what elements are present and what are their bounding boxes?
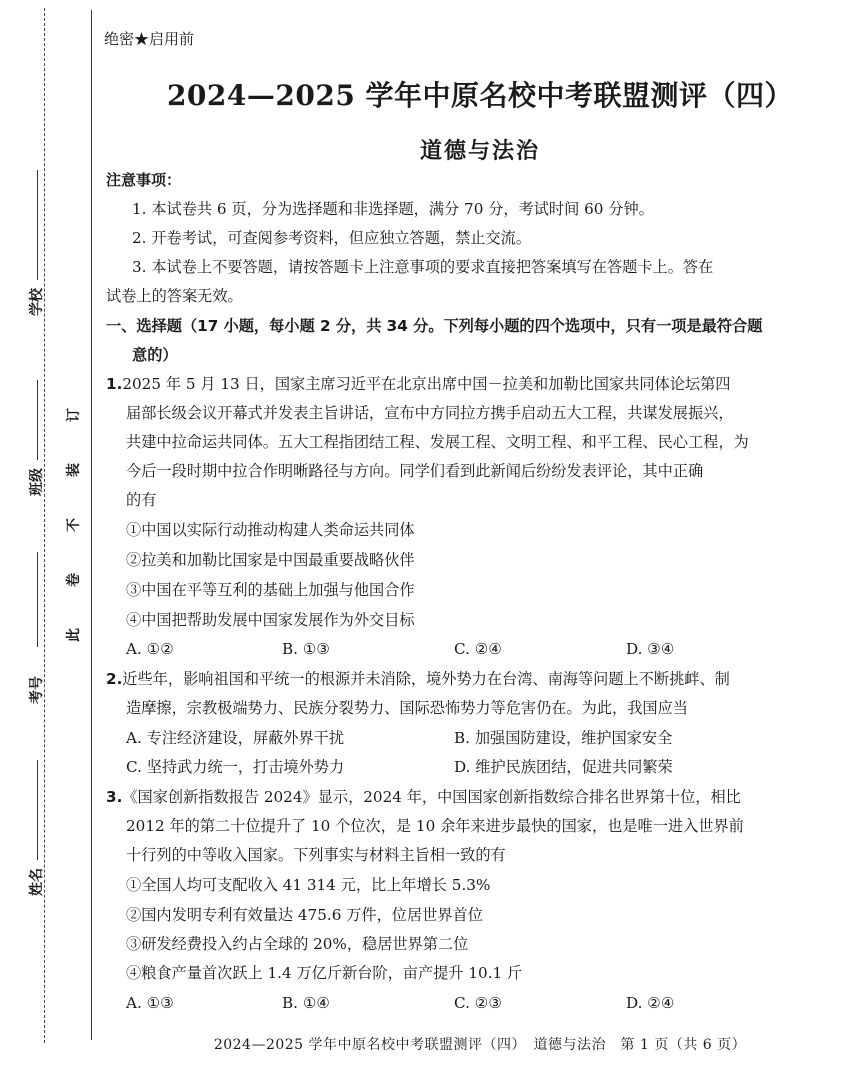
class-blank	[37, 380, 38, 460]
question-3-item: ②国内发明专利有效量达 475.6 万件，位居世界首位	[126, 906, 483, 924]
question-2-option-d[interactable]: D. 维护民族团结，促进共同繁荣	[454, 758, 673, 776]
binding-notice-char: 此	[66, 628, 82, 642]
question-2-line: 2.近些年，影响祖国和平统一的根源并未消除，境外势力在台湾、南海等问题上不断挑衅、制	[106, 670, 730, 688]
class-label: 班级	[29, 468, 45, 496]
exam-title: 2024—2025 学年中原名校中考联盟测评（四）	[166, 79, 794, 112]
section-heading: 一、选择题（17 小题，每小题 2 分，共 34 分。下列每小题的四个选项中，只有一项是最符合题	[106, 317, 763, 335]
question-2-option-a[interactable]: A. 专注经济建设，屏蔽外界干扰	[126, 729, 345, 747]
question-3-option-c[interactable]: C. ②③	[454, 994, 502, 1012]
question-3-item: ①全国人均可支配收入 41 314 元，比上年增长 5.3%	[126, 876, 491, 894]
secret-mark: 绝密★启用前	[104, 30, 195, 48]
exam-no-blank	[37, 552, 38, 647]
question-1-item: ③中国在平等互利的基础上加强与他国合作	[126, 581, 415, 599]
binding-line	[91, 10, 92, 1040]
question-2-option-b[interactable]: B. 加强国防建设，维护国家安全	[454, 729, 673, 747]
question-1-line: 1.2025 年 5 月 13 日，国家主席习近平在北京出席中国－拉美和加勒比国家共同体论坛第四	[106, 375, 731, 393]
subject-title: 道德与法治	[419, 138, 540, 164]
question-1-item: ②拉美和加勒比国家是中国最重要战略伙伴	[126, 551, 415, 569]
school-label: 学校	[29, 288, 45, 316]
question-1-option-c[interactable]: C. ②④	[454, 640, 502, 658]
name-blank	[37, 760, 38, 860]
question-2-line: 造摩擦，宗教极端势力、民族分裂势力、国际恐怖势力等危害仍在。为此，我国应当	[126, 699, 688, 717]
name-label: 姓名	[29, 868, 45, 896]
note-item: 试卷上的答案无效。	[106, 287, 243, 305]
question-1-number: 1.	[106, 375, 123, 393]
question-2-number: 2.	[106, 670, 123, 688]
question-3-item: ④粮食产量首次跃上 1.4 万亿斤新台阶，亩产提升 10.1 斤	[126, 964, 523, 982]
question-3-line: 2012 年的第二十位提升了 10 个位次，是 10 余年来进步最快的国家，也是唯一进入世界前	[126, 817, 744, 835]
page-footer: 2024—2025 学年中原名校中考联盟测评（四） 道德与法治 第 1 页（共 6 页）	[213, 1037, 747, 1053]
question-1-line: 届部长级会议开幕式并发表主旨讲话，宣布中方同拉方携手启动五大工程，共谋发展振兴，	[126, 404, 734, 422]
question-3-option-a[interactable]: A. ①③	[126, 994, 174, 1012]
note-item: 1. 本试卷共 6 页，分为选择题和非选择题，满分 70 分，考试时间 60 分钟。	[132, 200, 654, 218]
binding-notice-char: 装	[66, 463, 82, 477]
question-1-option-d[interactable]: D. ③④	[626, 640, 675, 658]
question-1-line: 共建中拉命运共同体。五大工程指团结工程、发展工程、文明工程、和平工程、民心工程，为	[126, 433, 749, 451]
binding-notice-char: 卷	[66, 573, 82, 587]
question-3-item: ③研发经费投入约占全球的 20%，稳居世界第二位	[126, 935, 469, 953]
question-3-line: 十行列的中等收入国家。下列事实与材料主旨相一致的有	[126, 846, 506, 864]
question-3-number: 3.	[106, 788, 123, 806]
question-1-item: ④中国把帮助发展中国家发展作为外交目标	[126, 611, 415, 629]
section-heading-cont: 意的）	[132, 346, 178, 364]
question-3-option-b[interactable]: B. ①④	[282, 994, 331, 1012]
school-blank	[37, 170, 38, 280]
question-3-option-d[interactable]: D. ②④	[626, 994, 675, 1012]
question-2-option-c[interactable]: C. 坚持武力统一，打击境外势力	[126, 758, 345, 776]
question-1-line: 今后一段时期中拉合作明晰路径与方向。同学们看到此新闻后纷纷发表评论，其中正确	[126, 462, 704, 480]
note-item: 3. 本试卷上不要答题，请按答题卡上注意事项的要求直接把答案填写在答题卡上。答在	[132, 258, 714, 276]
note-item: 2. 开卷考试，可查阅参考资料，但应独立答题，禁止交流。	[132, 229, 532, 247]
question-3-line: 3.《国家创新指数报告 2024》显示，2024 年，中国国家创新指数综合排名世界第十位，相比	[106, 788, 741, 806]
exam-no-label: 考号	[29, 676, 45, 704]
question-1-option-b[interactable]: B. ①③	[282, 640, 331, 658]
notes-heading: 注意事项：	[106, 171, 182, 189]
question-1-item: ①中国以实际行动推动构建人类命运共同体	[126, 521, 415, 539]
binding-notice-char: 不	[66, 518, 82, 532]
question-1-option-a[interactable]: A. ①②	[126, 640, 174, 658]
question-1-line: 的有	[126, 491, 157, 509]
binding-notice-char: 订	[66, 408, 82, 422]
